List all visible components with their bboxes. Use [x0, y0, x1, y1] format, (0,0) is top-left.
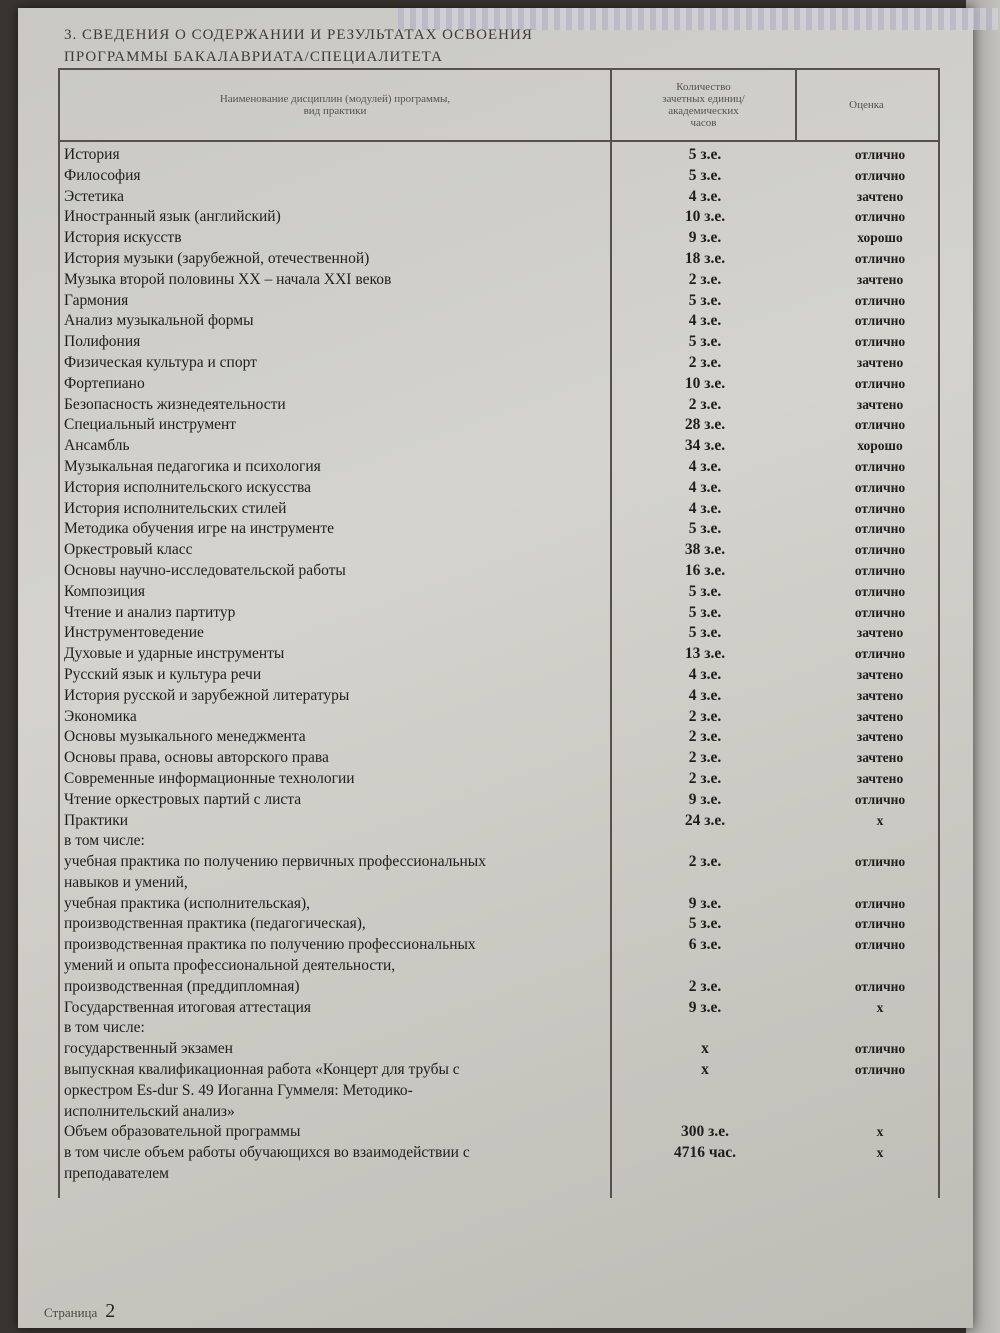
- table-row: [60, 374, 940, 395]
- row-credits: 5 з.е.: [688, 291, 722, 309]
- table-row: [60, 1081, 940, 1102]
- table-row: [60, 166, 940, 187]
- row-credits: x: [701, 1040, 709, 1058]
- table-row: [60, 811, 940, 832]
- row-name: История искусств: [64, 229, 182, 247]
- table-row: [60, 769, 940, 790]
- row-credits: 4 з.е.: [688, 478, 722, 496]
- row-name: Чтение и анализ партитур: [64, 603, 236, 621]
- row-name: учебная практика (исполнительская),: [64, 894, 311, 912]
- row-credits: 2 з.е.: [688, 977, 722, 995]
- row-credits: 300 з.е.: [681, 1123, 729, 1141]
- row-grade: отлично: [854, 334, 906, 350]
- header-credits: [612, 70, 795, 140]
- row-credits: 5 з.е.: [688, 603, 722, 621]
- row-name: Методика обучения игре на инструменте: [64, 520, 334, 538]
- row-name: Практики: [64, 811, 129, 829]
- row-credits: 34 з.е.: [684, 437, 726, 455]
- row-credits: 5 з.е.: [688, 582, 722, 600]
- row-grade: зачтено: [856, 770, 904, 786]
- table-row: [60, 998, 940, 1019]
- row-credits: 4 з.е.: [688, 457, 722, 475]
- row-grade: отлично: [854, 895, 906, 911]
- row-credits: 10 з.е.: [684, 374, 726, 392]
- table-row: [60, 291, 940, 312]
- row-name: производственная практика по получению профессиональных: [64, 936, 476, 954]
- row-grade: отлично: [854, 916, 906, 932]
- row-credits: 4 з.е.: [688, 499, 722, 517]
- header-grade: [797, 70, 936, 140]
- table-row: [60, 249, 940, 270]
- row-grade: зачтено: [856, 271, 904, 287]
- row-grade: отлично: [854, 1041, 906, 1057]
- row-credits: 5 з.е.: [688, 915, 722, 933]
- row-credits: 5 з.е.: [688, 166, 722, 184]
- row-grade: отлично: [854, 209, 906, 225]
- table-row: [60, 145, 940, 166]
- row-credits: 13 з.е.: [684, 645, 726, 663]
- row-grade: отлично: [854, 479, 906, 495]
- row-name: История исполнительского искусства: [64, 478, 311, 496]
- row-grade: x: [876, 999, 884, 1015]
- row-name: Чтение оркестровых партий с листа: [64, 790, 302, 808]
- row-grade: отлично: [854, 583, 906, 599]
- row-credits: 4 з.е.: [688, 665, 722, 683]
- row-name: навыков и умений,: [64, 873, 188, 891]
- row-grade: зачтено: [856, 666, 904, 682]
- table-row: [60, 519, 940, 540]
- row-name: История исполнительских стилей: [64, 499, 287, 517]
- table-row: [60, 561, 940, 582]
- row-credits: 10 з.е.: [684, 208, 726, 226]
- row-grade: зачтено: [856, 687, 904, 703]
- row-credits: 4 з.е.: [688, 686, 722, 704]
- row-grade: хорошо: [857, 438, 903, 454]
- row-name: Гармония: [64, 291, 129, 309]
- row-credits: 2 з.е.: [688, 728, 722, 746]
- row-name: Философия: [64, 166, 141, 184]
- row-name: в том числе:: [64, 832, 145, 850]
- row-grade: отлично: [854, 458, 906, 474]
- row-name: Полифония: [64, 333, 141, 351]
- row-name: Духовые и ударные инструменты: [64, 645, 285, 663]
- row-grade: зачтено: [856, 188, 904, 204]
- row-grade: x: [876, 1145, 884, 1161]
- row-credits: 2 з.е.: [688, 270, 722, 288]
- table-row: [60, 228, 940, 249]
- row-grade: отлично: [854, 375, 906, 391]
- row-grade: отлично: [854, 313, 906, 329]
- row-name: Государственная итоговая аттестация: [64, 998, 312, 1016]
- row-grade: зачтено: [856, 354, 904, 370]
- row-name: Основы научно-исследовательской работы: [64, 561, 346, 579]
- row-name: оркестром Es-dur S. 49 Иоганна Гуммеля: Методико-: [64, 1081, 413, 1099]
- header-name-line-2: вид практики: [303, 105, 367, 117]
- row-credits: 2 з.е.: [688, 707, 722, 725]
- row-credits: 38 з.е.: [684, 541, 726, 559]
- row-grade: отлично: [854, 937, 906, 953]
- row-credits: 9 з.е.: [688, 229, 722, 247]
- row-grade: отлично: [854, 417, 906, 433]
- table-row: [60, 207, 940, 228]
- header-grade-label: Оценка: [849, 99, 884, 111]
- table-row: [60, 623, 940, 644]
- row-name: умений и опыта профессиональной деятельности,: [64, 957, 396, 975]
- row-name: Инструментоведение: [64, 624, 204, 642]
- row-name: учебная практика по получению первичных профессиональных: [64, 853, 486, 871]
- table-row: [60, 873, 940, 894]
- row-credits: 2 з.е.: [688, 769, 722, 787]
- row-name: Эстетика: [64, 187, 125, 205]
- table-row: [60, 457, 940, 478]
- row-name: Музыка второй половины XX – начала XXI веков: [64, 270, 392, 288]
- row-name: Физическая культура и спорт: [64, 353, 257, 371]
- row-name: История музыки (зарубежной, отечественной): [64, 249, 370, 267]
- row-grade: x: [876, 812, 884, 828]
- table-row: [60, 395, 940, 416]
- row-grade: зачтено: [856, 396, 904, 412]
- table-row: [60, 894, 940, 915]
- table-row: [60, 270, 940, 291]
- table-row: [60, 686, 940, 707]
- header-credits-line-2: зачетных единиц/: [662, 93, 745, 105]
- page-footer: [44, 1300, 115, 1323]
- row-grade: зачтено: [856, 708, 904, 724]
- row-grade: отлично: [854, 167, 906, 183]
- row-name: Оркестровый класс: [64, 541, 193, 559]
- row-name: государственный экзамен: [64, 1040, 233, 1058]
- row-credits: 5 з.е.: [688, 333, 722, 351]
- row-grade: отлично: [854, 1062, 906, 1078]
- row-credits: 24 з.е.: [684, 811, 726, 829]
- header-credits-line-3: академических: [668, 105, 739, 117]
- row-grade: отлично: [854, 292, 906, 308]
- table-row: [60, 311, 940, 332]
- row-name: выпускная квалификационная работа «Концерт для трубы с: [64, 1061, 460, 1079]
- heading-line-1: 3. СВЕДЕНИЯ О СОДЕРЖАНИИ И РЕЗУЛЬТАТАХ ОСВОЕНИЯ: [64, 27, 533, 43]
- table-row: [60, 332, 940, 353]
- table-body: [60, 145, 940, 1185]
- table-row: [60, 790, 940, 811]
- table-row: [60, 1039, 940, 1060]
- row-name: История русской и зарубежной литературы: [64, 686, 350, 704]
- row-grade: отлично: [854, 500, 906, 516]
- row-credits: 4 з.е.: [688, 312, 722, 330]
- table-row: [60, 727, 940, 748]
- row-name: преподавателем: [64, 1165, 169, 1183]
- row-credits: 4716 час.: [673, 1144, 737, 1162]
- row-name: Современные информационные технологии: [64, 769, 355, 787]
- row-grade: отлично: [854, 854, 906, 870]
- row-credits: 9 з.е.: [688, 790, 722, 808]
- row-grade: отлично: [854, 646, 906, 662]
- row-credits: 2 з.е.: [688, 395, 722, 413]
- table-row: [60, 977, 940, 998]
- row-name: в том числе объем работы обучающихся во взаимодействии с: [64, 1144, 470, 1162]
- row-credits: 2 з.е.: [688, 853, 722, 871]
- row-grade: зачтено: [856, 750, 904, 766]
- row-name: Основы права, основы авторского права: [64, 749, 329, 767]
- row-name: Основы музыкального менеджмента: [64, 728, 306, 746]
- row-name: Безопасность жизнедеятельности: [64, 395, 286, 413]
- header-credits-line-4: часов: [690, 117, 717, 129]
- row-credits: 2 з.е.: [688, 353, 722, 371]
- page-number: 2: [105, 1300, 116, 1322]
- row-grade: отлично: [854, 147, 906, 162]
- table-row: [60, 852, 940, 873]
- row-name: Русский язык и культура речи: [64, 665, 262, 683]
- table-row: [60, 436, 940, 457]
- row-credits: 5 з.е.: [688, 146, 722, 163]
- row-grade: хорошо: [857, 230, 903, 246]
- table-row: [60, 1143, 940, 1164]
- table-row: [60, 665, 940, 686]
- row-name: Композиция: [64, 582, 146, 600]
- row-credits: 9 з.е.: [688, 998, 722, 1016]
- table-row: [60, 914, 940, 935]
- row-credits: 5 з.е.: [688, 520, 722, 538]
- table-row: [60, 1164, 940, 1185]
- row-credits: 2 з.е.: [688, 749, 722, 767]
- row-grade: отлично: [854, 791, 906, 807]
- row-credits: 5 з.е.: [688, 624, 722, 642]
- row-grade: отлично: [854, 604, 906, 620]
- table-row: [60, 415, 940, 436]
- footer-label: Страница: [44, 1305, 98, 1320]
- row-credits: 16 з.е.: [684, 561, 726, 579]
- row-name: Экономика: [64, 707, 137, 725]
- row-name: Специальный инструмент: [64, 416, 237, 434]
- row-credits: 18 з.е.: [684, 249, 726, 267]
- table-row: [60, 1102, 940, 1123]
- row-name: Ансамбль: [64, 437, 130, 455]
- header-discipline-name: [60, 70, 610, 140]
- row-grade: отлично: [854, 542, 906, 558]
- row-name: Фортепиано: [64, 374, 145, 392]
- row-name: производственная (преддипломная): [64, 977, 300, 995]
- row-name: Иностранный язык (английский): [64, 208, 281, 226]
- row-credits: 9 з.е.: [688, 894, 722, 912]
- table-row: [60, 935, 940, 956]
- table-row: [60, 748, 940, 769]
- heading-line-2: ПРОГРАММЫ БАКАЛАВРИАТА/СПЕЦИАЛИТЕТА: [64, 49, 443, 65]
- table-row: [60, 478, 940, 499]
- row-grade: зачтено: [856, 625, 904, 641]
- row-grade: зачтено: [856, 729, 904, 745]
- row-name: в том числе:: [64, 1019, 145, 1037]
- row-name: Анализ музыкальной формы: [64, 312, 254, 330]
- row-name: Объем образовательной программы: [64, 1123, 301, 1141]
- table-row: [60, 187, 940, 208]
- row-name: История: [64, 146, 120, 163]
- row-grade: отлично: [854, 562, 906, 578]
- row-credits: x: [701, 1061, 709, 1079]
- table-row: [60, 1018, 940, 1039]
- row-name: Музыкальная педагогика и психология: [64, 457, 321, 475]
- table-row: [60, 582, 940, 603]
- table-row: [60, 956, 940, 977]
- row-credits: 6 з.е.: [688, 936, 722, 954]
- table-row: [60, 540, 940, 561]
- row-name: исполнительский анализ»: [64, 1102, 235, 1120]
- row-name: производственная практика (педагогическая),: [64, 915, 366, 933]
- row-credits: 4 з.е.: [688, 187, 722, 205]
- table-row: [60, 707, 940, 728]
- row-grade: отлично: [854, 521, 906, 537]
- table-row: [60, 1122, 940, 1143]
- row-grade: отлично: [854, 978, 906, 994]
- row-credits: 28 з.е.: [684, 416, 726, 434]
- table-row: [60, 644, 940, 665]
- table-row: [60, 603, 940, 624]
- header-name-line-1: Наименование дисциплин (модулей) программы,: [219, 93, 451, 105]
- section-heading: [64, 24, 624, 68]
- row-grade: x: [876, 1124, 884, 1140]
- table-row: [60, 353, 940, 374]
- table-row: [60, 499, 940, 520]
- table-row: [60, 831, 940, 852]
- table-row: [60, 1060, 940, 1081]
- row-grade: отлично: [854, 250, 906, 266]
- header-credits-line-1: Количество: [676, 81, 731, 93]
